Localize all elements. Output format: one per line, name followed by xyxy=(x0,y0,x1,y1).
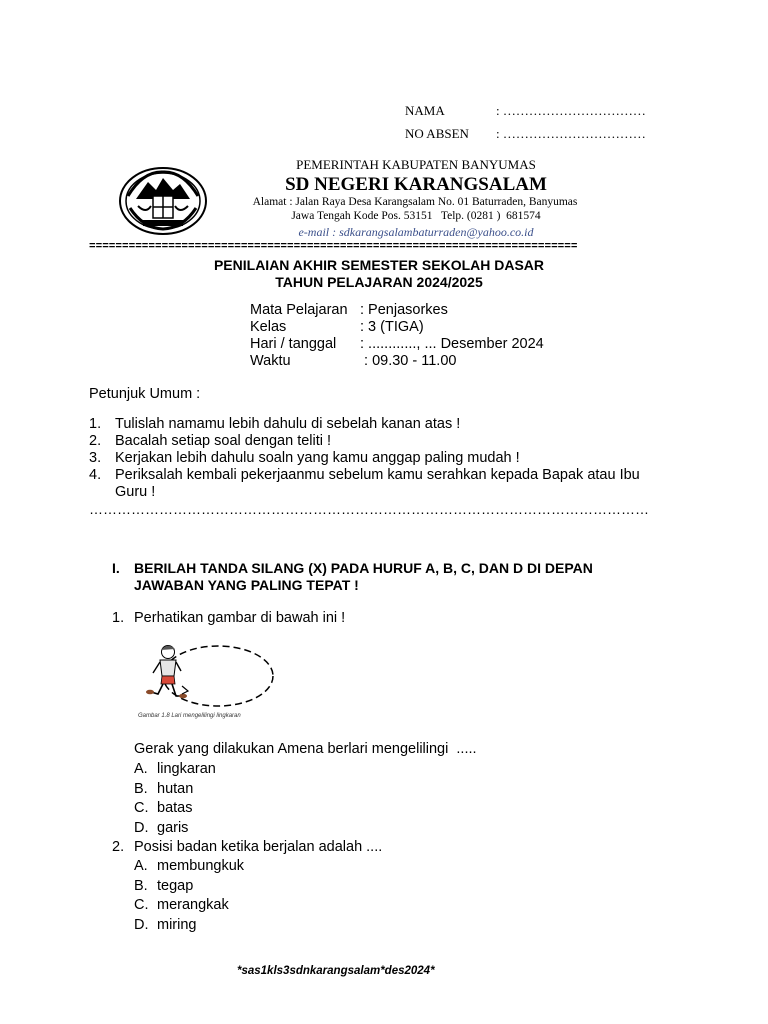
info-label: Waktu xyxy=(250,353,291,369)
school-address-line-1: Alamat : Jalan Raya Desa Karangsalam No. 01 Baturraden, Banyumas xyxy=(252,196,578,208)
option-text: membungkuk xyxy=(157,858,245,874)
list-item xyxy=(89,416,679,433)
option-text: garis xyxy=(157,819,189,836)
question-number: 2. xyxy=(112,839,125,855)
list-item xyxy=(89,450,679,467)
question-text: Posisi badan ketika berjalan adalah .... xyxy=(134,839,383,855)
item-text: Bacalah setiap soal dengan teliti ! xyxy=(115,433,332,449)
item-text: Tulislah namamu lebih dahulu di sebelah kanan atas ! xyxy=(115,416,461,432)
absen-value: : …………………………… xyxy=(496,126,646,141)
instructions-heading: Petunjuk Umum : xyxy=(89,386,201,402)
option-letter: C. xyxy=(134,897,149,913)
info-value: : 3 (TIGA) xyxy=(360,319,424,335)
exam-title-line-1: PENILAIAN AKHIR SEMESTER SEKOLAH DASAR xyxy=(213,257,545,273)
government-name: PEMERINTAH KABUPATEN BANYUMAS xyxy=(296,157,536,172)
option-text: lingkaran xyxy=(157,761,216,777)
question-1-options xyxy=(134,760,434,838)
school-email: e-mail : sdkarangsalambaturraden@yahoo.co.id xyxy=(298,225,534,239)
section-number: I. xyxy=(112,560,120,576)
name-field-row xyxy=(405,103,705,119)
option-a[interactable] xyxy=(134,857,434,877)
section-heading xyxy=(112,560,672,594)
school-address-line-2: Jawa Tengah Kode Pos. 53151 Telp. (0281 ) 681574 xyxy=(291,210,541,222)
figure-caption: Gambar 1.8 Lari mengelilingi lingkaran xyxy=(138,713,241,719)
question-figure xyxy=(136,636,286,721)
option-b[interactable] xyxy=(134,877,434,897)
option-d[interactable] xyxy=(134,916,434,936)
item-text: Kerjakan lebih dahulu soaln yang kamu anggap paling mudah ! xyxy=(115,450,520,466)
school-name: SD NEGERI KARANGSALAM xyxy=(285,174,547,195)
info-row-class xyxy=(250,319,580,336)
option-letter: B. xyxy=(134,780,148,797)
question-2-options xyxy=(134,857,434,935)
item-text: Periksalah kembali pekerjaanmu sebelum kamu serahkan kepada Bapak atau Ibu Guru ! xyxy=(115,467,640,500)
dotted-separator: ………………………………………………………………………………………………………… xyxy=(89,501,649,517)
option-letter: B. xyxy=(134,877,148,894)
info-label: Kelas xyxy=(250,319,287,335)
option-letter: D. xyxy=(134,916,149,933)
item-number: 3. xyxy=(89,450,102,466)
option-c[interactable] xyxy=(134,896,434,916)
option-text: tegap xyxy=(157,877,194,894)
name-value: : …………………………… xyxy=(496,103,646,118)
info-label: Hari / tanggal xyxy=(250,336,337,352)
info-row-date xyxy=(250,336,580,353)
school-logo xyxy=(118,166,208,236)
info-value: : Penjasorkes xyxy=(360,302,448,318)
option-text: batas xyxy=(157,800,193,816)
question-intro-text: Perhatikan gambar di bawah ini ! xyxy=(134,610,346,626)
instructions-list xyxy=(89,416,679,501)
item-number: 2. xyxy=(89,433,102,449)
option-letter: A. xyxy=(134,858,148,874)
option-letter: A. xyxy=(134,761,148,777)
child-running-around-circle-illustration xyxy=(136,636,286,721)
name-label: NAMA xyxy=(405,103,445,118)
option-c[interactable] xyxy=(134,799,434,819)
option-letter: C. xyxy=(134,800,149,816)
info-row-time xyxy=(250,353,580,370)
option-d[interactable] xyxy=(134,819,434,839)
option-text: miring xyxy=(157,916,197,933)
item-number: 4. xyxy=(89,467,102,483)
absen-label: NO ABSEN xyxy=(405,126,469,141)
info-label: Mata Pelajaran xyxy=(250,302,348,318)
header-separator: ========================================================================== xyxy=(89,241,578,253)
info-value: : ............, ... Desember 2024 xyxy=(360,336,544,352)
banyumas-regency-seal-icon xyxy=(118,166,208,236)
info-row-subject xyxy=(250,302,580,319)
exam-info xyxy=(250,302,580,370)
question-number: 1. xyxy=(112,610,125,626)
exam-title-line-2: TAHUN PELAJARAN 2024/2025 xyxy=(275,274,483,290)
option-b[interactable] xyxy=(134,780,434,800)
question-1-text: Gerak yang dilakukan Amena berlari mengelilingi ..... xyxy=(134,741,477,757)
option-a[interactable] xyxy=(134,760,434,780)
option-letter: D. xyxy=(134,819,149,836)
option-text: merangkak xyxy=(157,897,229,913)
option-text: hutan xyxy=(157,780,194,797)
page-footer: *sas1kls3sdnkarangsalam*des2024* xyxy=(237,965,435,977)
info-value: : 09.30 - 11.00 xyxy=(360,353,457,369)
section-instruction-line-1: BERILAH TANDA SILANG (X) PADA HURUF A, B, C, DAN D DI DEPAN xyxy=(134,560,593,576)
item-number: 1. xyxy=(89,416,102,432)
absen-field-row xyxy=(405,126,705,142)
list-item xyxy=(89,433,679,450)
section-instruction-line-2: JAWABAN YANG PALING TEPAT ! xyxy=(134,577,359,593)
list-item xyxy=(89,467,679,501)
